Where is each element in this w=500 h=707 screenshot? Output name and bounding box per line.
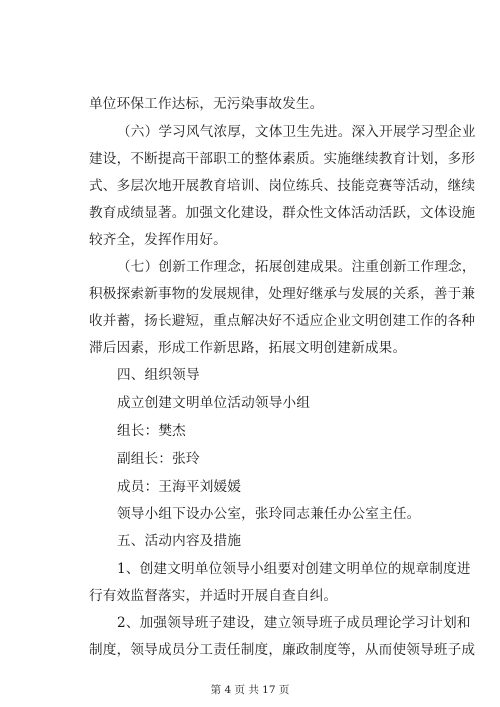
body-line-3: 建设，不断提高干部职工的整体素质。实施继续教育计划，多形 xyxy=(89,151,476,167)
body-line-14: 副组长：张玲 xyxy=(117,451,200,467)
body-line-21: 制度，领导成员分工责任制度，廉政制度等，从而使领导班子成 xyxy=(89,642,476,658)
page-number-footer: 第 4 页 共 17 页 xyxy=(210,684,290,696)
body-line-5: 教育成绩显著。加强文化建设，群众性文体活动活跃，文体设施 xyxy=(89,205,476,221)
body-line-1: 单位环保工作达标，无污染事故发生。 xyxy=(89,96,324,112)
body-line-12: 成立创建文明单位活动领导小组 xyxy=(117,395,311,411)
body-line-18: 1、创建文明单位领导小组要对创建文明单位的规章制度进 xyxy=(117,561,471,577)
body-line-16: 领导小组下设办公室，张玲同志兼任办公室主任。 xyxy=(117,506,421,522)
body-line-4: 式、多层次地开展教育培训、岗位练兵、技能竞赛等活动，继续 xyxy=(89,178,476,194)
body-line-13: 组长：樊杰 xyxy=(117,423,186,439)
body-line-10: 滞后因素，形成工作新思路，拓展文明创建新成果。 xyxy=(89,340,407,356)
body-line-2: （六）学习风气浓厚，文体卫生先进。深入开展学习型企业 xyxy=(117,124,476,140)
body-line-20: 2、加强领导班子建设，建立领导班子成员理论学习计划和 xyxy=(117,615,471,631)
section-heading-organization: 四、组织领导 xyxy=(117,367,200,383)
body-line-9: 收并蓄，扬长避短，重点解决好不适应企业文明创建工作的各种 xyxy=(89,313,476,329)
body-line-8: 积极探索新事物的发展规律，处理好继承与发展的关系，善于兼 xyxy=(89,286,476,302)
body-line-7: （七）创新工作理念，拓展创建成果。注重创新工作理念， xyxy=(117,259,476,275)
body-line-6: 较齐全，发挥作用好。 xyxy=(89,232,227,248)
body-line-15: 成员：王海平刘媛媛 xyxy=(117,479,242,495)
section-heading-activities: 五、活动内容及措施 xyxy=(117,533,242,549)
body-line-19: 行有效监督落实，并适时开展自查自纠。 xyxy=(89,588,338,604)
